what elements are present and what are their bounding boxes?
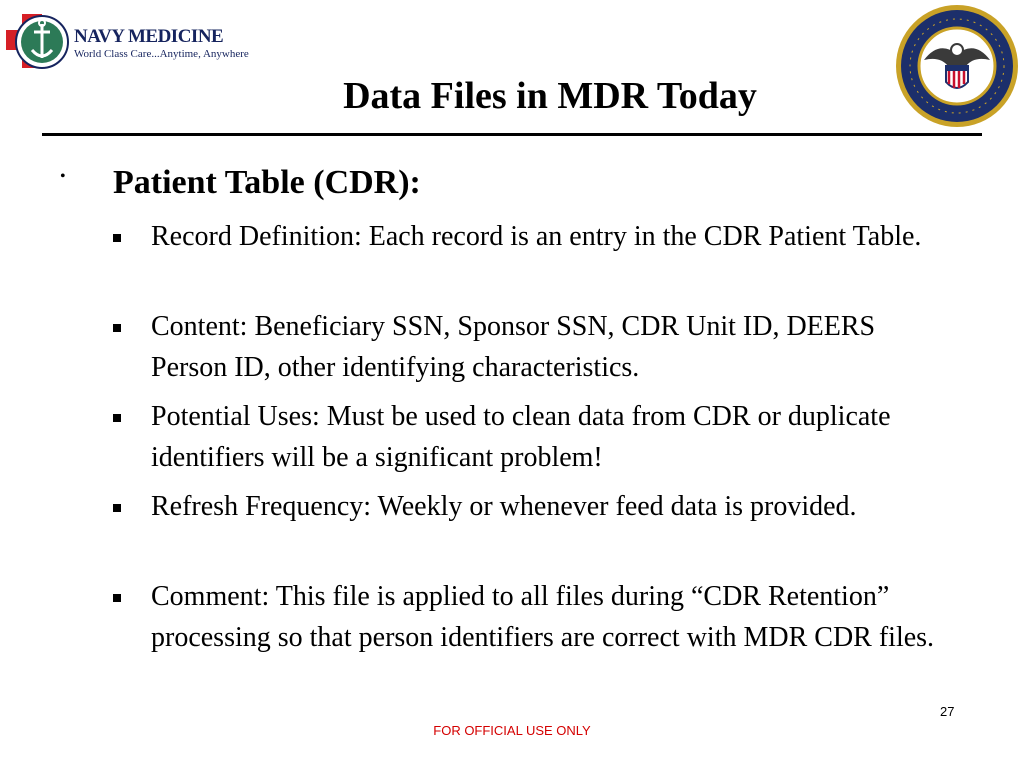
logo-tagline: World Class Care...Anytime, Anywhere xyxy=(74,48,249,60)
bullet-square xyxy=(113,504,121,512)
bullet-square xyxy=(113,594,121,602)
bullet-dot: • xyxy=(60,168,66,185)
navy-medicine-logo xyxy=(4,4,249,76)
list-item-potential-uses: Potential Uses: Must be used to clean data from CDR or duplicate identifiers will be a significant problem! xyxy=(151,401,891,473)
bullet-square xyxy=(113,234,121,242)
logo-name: NAVY MEDICINE xyxy=(74,26,224,47)
title-divider xyxy=(42,133,982,136)
section-heading: Patient Table (CDR): xyxy=(113,164,421,201)
footer-classification: FOR OFFICIAL USE ONLY xyxy=(433,723,591,738)
bullet-square xyxy=(113,324,121,332)
page-number: 27 xyxy=(940,704,955,719)
list-item-record-definition: Record Definition: Each record is an entry in the CDR Patient Table. xyxy=(151,221,922,252)
list-item-content: Content: Beneficiary SSN, Sponsor SSN, CDR Unit ID, DEERS Person ID, other identifying characteristics. xyxy=(151,311,876,383)
list-item-comment: Comment: This file is applied to all files during “CDR Retention” processing so that person identifiers are correct with MDR CDR files. xyxy=(151,581,935,653)
list-item-refresh-frequency: Refresh Frequency: Weekly or whenever feed data is provided. xyxy=(151,491,857,522)
slide-title: Data Files in MDR Today xyxy=(343,75,757,117)
bullet-square xyxy=(113,414,121,422)
